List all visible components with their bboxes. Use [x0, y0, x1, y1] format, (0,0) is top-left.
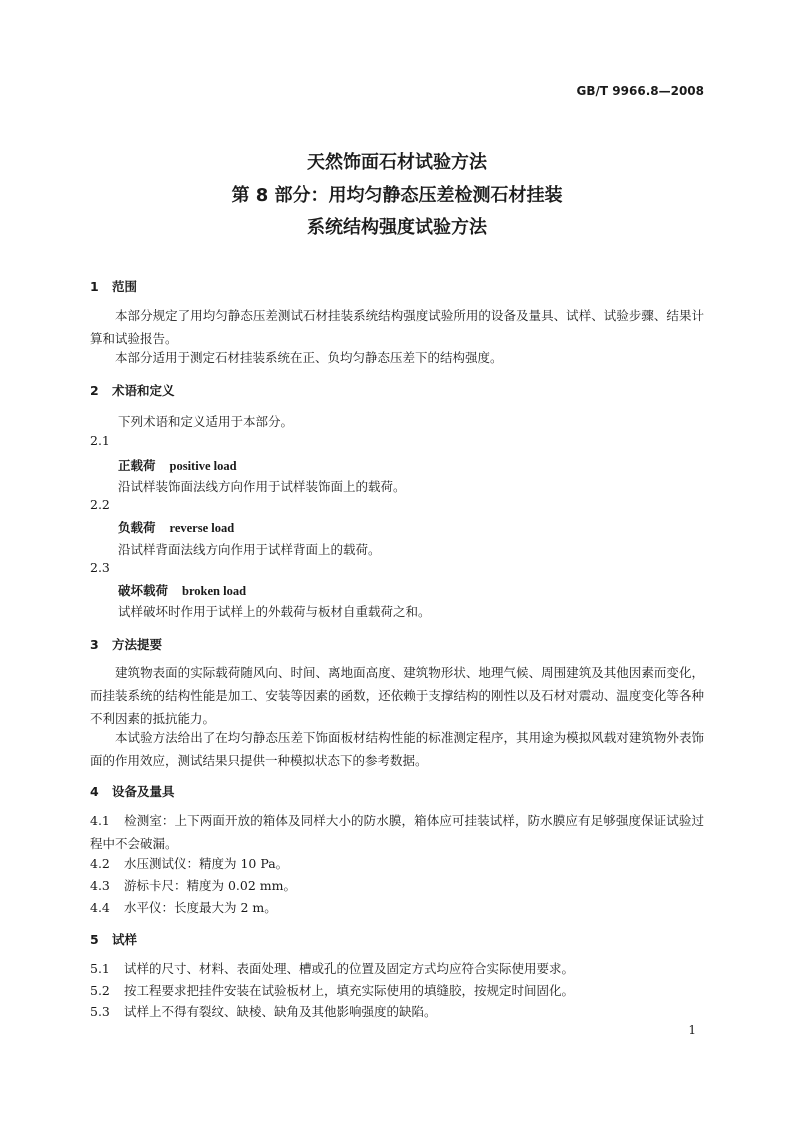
section-title: 设备及量具: [112, 784, 175, 799]
section-number: 5: [90, 932, 99, 947]
list-item: [90, 979, 704, 1002]
list-item: [90, 874, 704, 897]
item-number: 4.4: [90, 900, 110, 915]
list-item: [90, 957, 704, 980]
term-definition: 沿试样背面法线方向作用于试样背面上的载荷。: [118, 542, 381, 557]
section-number: 4: [90, 784, 99, 799]
section-number: 2: [90, 383, 99, 398]
paragraph: 建筑物表面的实际载荷随风向、时间、离地面高度、建筑物形状、地理气候、周围建筑及其他因素而变化，而挂装系统的结构性能是加工、安装等因素的函数，还依赖于支撑结构的刚性以及石材对震动、温度变化等各种不利因素的抵抗能力。: [90, 665, 704, 726]
item-number: 5.2: [90, 983, 110, 998]
term-chinese: 正载荷: [118, 458, 156, 473]
section-heading-2: [90, 381, 175, 399]
term-entry: [118, 581, 246, 599]
document-title-line-1: 天然饰面石材试验方法: [307, 152, 487, 173]
section-title: 方法提要: [112, 637, 163, 652]
list-item: [90, 809, 704, 855]
item-text: 试样的尺寸、材料、表面处理、槽或孔的位置及固定方式均应符合实际使用要求。: [124, 961, 575, 976]
section-heading-3: [90, 635, 162, 653]
item-text: 水平仪：长度最大为 2 m。: [124, 900, 277, 915]
clause-number: 2.3: [90, 560, 110, 575]
paragraph: 本部分适用于测定石材挂装系统在正、负均匀静态压差下的结构强度。: [115, 350, 503, 365]
item-text: 检测室：上下两面开放的箱体及同样大小的防水膜，箱体应可挂装试样，防水膜应有足够强度保证试验过程中不会破漏。: [90, 813, 704, 851]
item-text: 试样上不得有裂纹、缺棱、缺角及其他影响强度的缺陷。: [124, 1004, 437, 1019]
paragraph: 下列术语和定义适用于本部分。: [118, 414, 294, 429]
section-number: 1: [90, 279, 99, 294]
term-english: positive load: [169, 459, 237, 473]
list-item: [90, 1000, 704, 1023]
item-number: 4.2: [90, 856, 110, 871]
item-text: 水压测试仪：精度为 10 Pa。: [124, 856, 289, 871]
term-definition: 试样破坏时作用于试样上的外载荷与板材自重载荷之和。: [118, 604, 431, 619]
item-number: 5.1: [90, 961, 110, 976]
item-number: 4.3: [90, 878, 110, 893]
section-heading-4: [90, 782, 175, 800]
document-title-line-3: 系统结构强度试验方法: [307, 217, 487, 238]
paragraph: 本试验方法给出了在均匀静态压差下饰面板材结构性能的标准测定程序，其用途为模拟风载对建筑物外表饰面的作用效应，测试结果只提供一种模拟状态下的参考数据。: [90, 730, 704, 768]
term-english: broken load: [182, 584, 247, 598]
term-definition: 沿试样装饰面法线方向作用于试样装饰面上的载荷。: [118, 479, 406, 494]
term-english: reverse load: [169, 521, 235, 535]
section-title: 试样: [112, 932, 138, 947]
item-text: 按工程要求把挂件安装在试验板材上，填充实际使用的填缝胶，按规定时间固化。: [124, 983, 575, 998]
section-number: 3: [90, 637, 99, 652]
term-chinese: 破坏载荷: [118, 583, 169, 598]
item-number: 5.3: [90, 1004, 110, 1019]
section-title: 范围: [112, 279, 138, 294]
paragraph: 本部分规定了用均匀静态压差测试石材挂装系统结构强度试验所用的设备及量具、试样、试验步骤、结果计算和试验报告。: [90, 308, 704, 346]
list-item: [90, 896, 704, 919]
section-heading-5: [90, 930, 137, 948]
term-entry: [118, 456, 237, 474]
item-number: 4.1: [90, 813, 110, 828]
section-heading-1: [90, 277, 137, 295]
standard-number: GB/T 9966.8—2008: [576, 84, 704, 98]
page-number: 1: [688, 1023, 696, 1037]
clause-number: 2.1: [90, 433, 110, 448]
document-title-line-2: 第 8 部分：用均匀静态压差检测石材挂装: [231, 185, 563, 206]
term-chinese: 负载荷: [118, 520, 156, 535]
term-entry: [118, 518, 234, 536]
list-item: [90, 852, 704, 875]
item-text: 游标卡尺：精度为 0.02 mm。: [124, 878, 296, 893]
clause-number: 2.2: [90, 497, 110, 512]
section-title: 术语和定义: [112, 383, 175, 398]
